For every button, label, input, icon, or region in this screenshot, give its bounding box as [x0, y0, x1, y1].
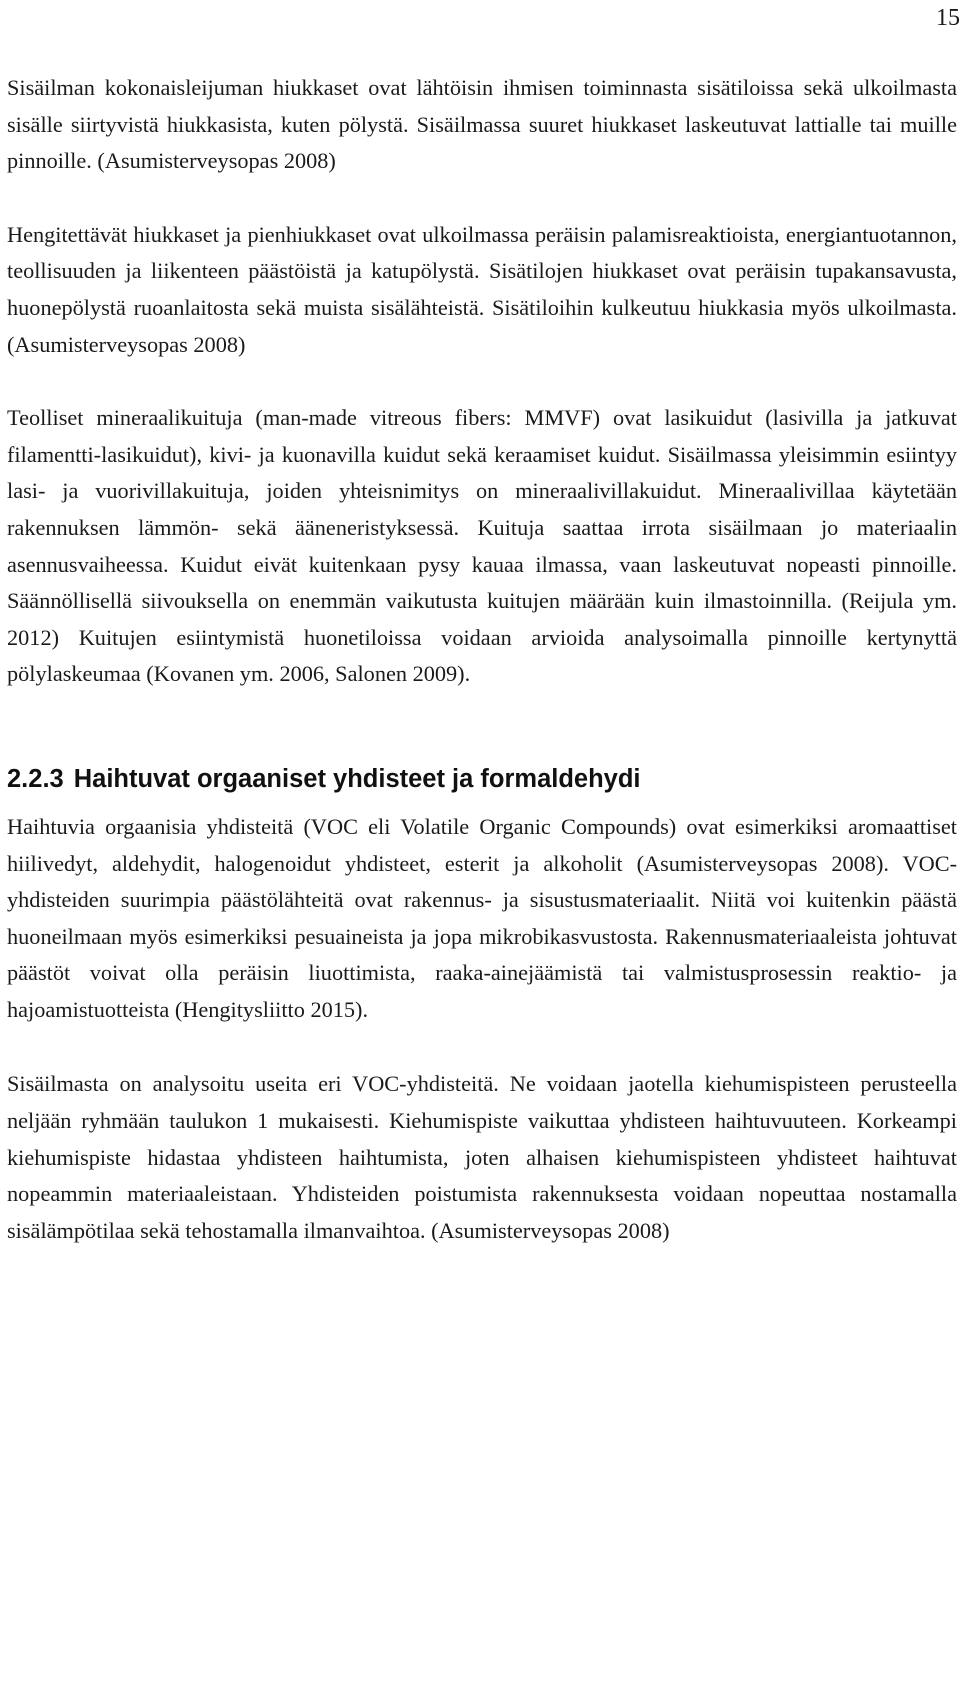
document-body — [7, 70, 957, 1249]
paragraph-voc-definition: Haihtuvia orgaanisia yhdisteitä (VOC eli Volatile Organic Compounds) ovat esimerkiksi aromaattiset hiilivedyt, aldehydit, halogenoidut yhdisteet, esterit ja alkoholit (Asumisterveysopas 2008). VOC-yhdisteiden suurimpia päästölähteitä ovat rakennus- ja sisustusmateriaalit. Niitä voi kuitenkin päästä huoneilmaan myös esimerkiksi pesuaineista ja jopa mikrobikasvustosta. Rakennusmateriaaleista johtuvat päästöt voivat olla peräisin liuottimista, raaka-ainejäämistä tai valmistusprosessin reaktio- ja hajoamistuotteista (Hengitysliitto 2015). — [7, 813, 957, 1022]
section-title: Haihtuvat orgaaniset yhdisteet ja formaldehydi — [73, 764, 641, 793]
page-number: 15 — [936, 5, 960, 31]
paragraph-voc-boiling-point: Sisäilmasta on analysoitu useita eri VOC-yhdisteitä. Ne voidaan jaotella kiehumispisteen perusteella neljään ryhmään taulukon 1 mukaisesti. Kiehumispiste vaikuttaa yhdisteen haihtuvuuteen. Korkeampi kiehumispiste hidastaa yhdisteen haihtumista, joten alhaisen kiehumispisteen yhdisteet haihtuvat nopeammin materiaaleistaan. Yhdisteiden poistumista rakennuksesta voidaan nopeuttaa nostamalla sisälämpötilaa sekä tehostamalla ilmanvaihtoa. (Asumisterveysopas 2008) — [7, 1071, 957, 1243]
section-heading — [7, 761, 957, 797]
paragraph-inhalable-particles: Hengitettävät hiukkaset ja pienhiukkaset ovat ulkoilmassa peräisin palamisreaktioista, energiantuotannon, teollisuuden ja liikenteen päästöistä ja katupölystä. Sisätilojen hiukkaset ovat peräisin tupakansavusta, huonepölystä ruoanlaitosta sekä muista sisälähteistä. Sisätiloihin kulkeutuu hiukkasia myös ulkoilmasta. (Asumisterveysopas 2008) — [7, 221, 957, 357]
paragraph-particles-sources: Sisäilman kokonaisleijuman hiukkaset ovat lähtöisin ihmisen toiminnasta sisätiloissa sekä ulkoilmasta sisälle siirtyvistä hiukkasista, kuten pölystä. Sisäilmassa suuret hiukkaset laskeutuvat lattialle tai muille pinnoille. (Asumisterveysopas 2008) — [7, 75, 957, 174]
section-number: 2.2.3 — [7, 764, 64, 793]
paragraph-mineral-fibers: Teolliset mineraalikuituja (man-made vitreous fibers: MMVF) ovat lasikuidut (lasivilla ja jatkuvat filamentti-lasikuidut), kivi- ja kuonavilla kuidut sekä keraamiset kuidut. Sisäilmassa yleisimmin esiintyy lasi- ja vuorivillakuituja, joiden yhteisnimitys on mineraalivillakuidut. Mineraalivillaa käytetään rakennuksen lämmön- sekä ääneneristyksessä. Kuituja saattaa irrota sisäilmaan jo materiaalin asennusvaiheessa. Kuidut eivät kuitenkaan pysy kauaa ilmassa, vaan laskeutuvat nopeasti pinnoille. Säännöllisellä siivouksella on enemmän vaikutusta kuitujen määrään kuin ilmastoinnilla. (Reijula ym. 2012) Kuitujen esiintymistä huonetiloissa voidaan arvioida analysoimalla pinnoille kertynyttä pölylaskeumaa (Kovanen ym. 2006, Salonen 2009). — [7, 405, 957, 687]
